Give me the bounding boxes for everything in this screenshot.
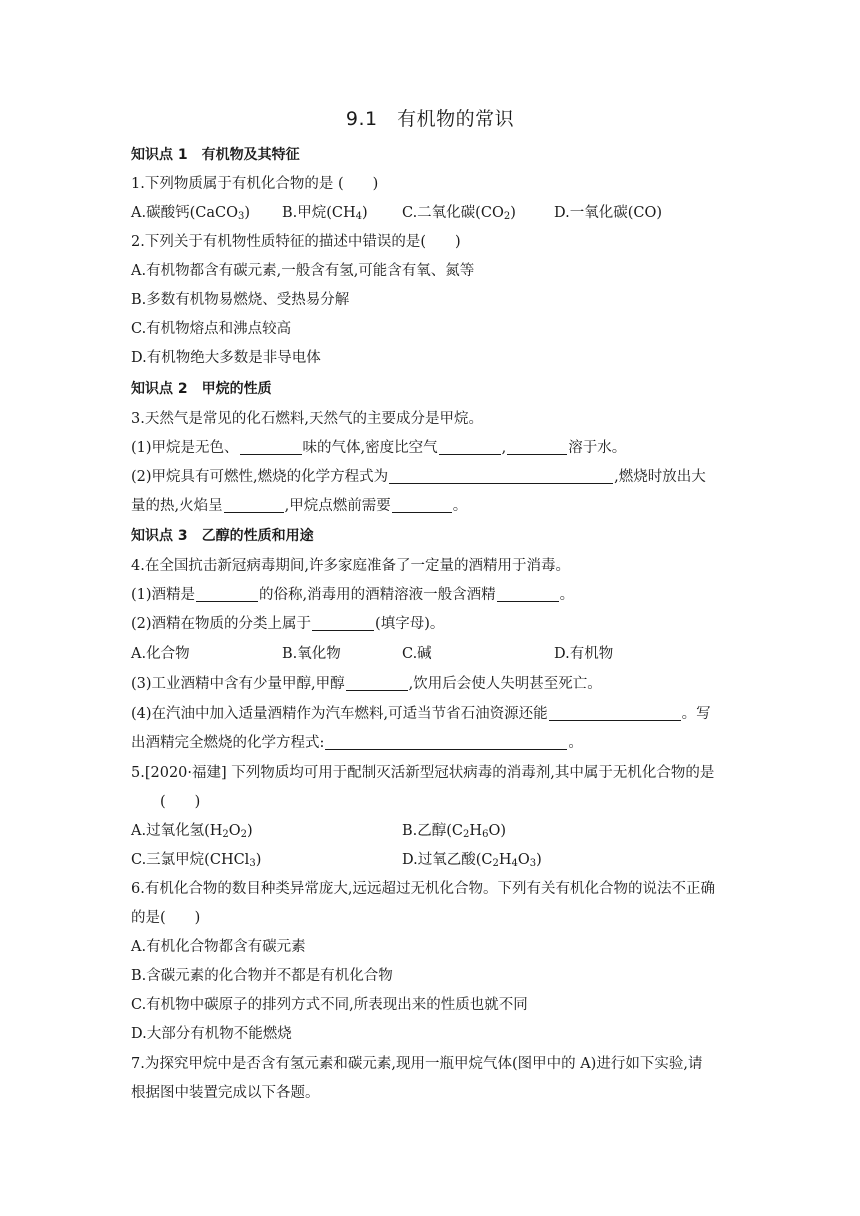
question-3-stem: 3.天然气是常见的化石燃料,天然气的主要成分是甲烷。 [131, 411, 483, 427]
q2-option-c: C.有机物熔点和沸点较高 [131, 321, 292, 337]
question-7-stem-line-2: 根据图中装置完成以下各题。 [131, 1085, 320, 1101]
answer-blank[interactable] [325, 735, 567, 750]
question-5-stem: 5.[2020·福建] 下列物质均可用于配制灭活新型冠状病毒的消毒剂,其中属于无机化合物的是 [131, 765, 715, 781]
answer-blank[interactable] [392, 498, 452, 513]
q4-option-c: C.碱 [402, 646, 432, 662]
answer-blank[interactable] [549, 706, 681, 721]
question-1-options [131, 204, 731, 224]
answer-blank[interactable] [497, 587, 559, 602]
q1-option-a: A.碳酸钙(CaCO$_3$) [131, 205, 251, 222]
knowledge-point-2-heading: 知识点 2 甲烷的性质 [131, 381, 272, 397]
q6-option-a: A.有机化合物都含有碳元素 [131, 939, 306, 955]
answer-blank[interactable] [507, 440, 567, 455]
q4-part-3: (3)工业酒精中含有少量甲醇,甲醇 ,饮用后会使人失明甚至死亡。 [131, 676, 602, 692]
answer-blank[interactable] [439, 440, 501, 455]
q2-option-b: B.多数有机物易燃烧、受热易分解 [131, 292, 350, 308]
q4-part-1: (1)酒精是 的俗称,消毒用的酒精溶液一般含酒精 。 [131, 587, 575, 603]
page-title: 9.1 有机物的常识 [345, 108, 515, 130]
q5-options-row-1 [131, 822, 731, 842]
question-6-stem-line-2: 的是( ) [131, 910, 201, 926]
answer-blank[interactable] [196, 587, 258, 602]
q3-part-1: (1)甲烷是无色、 味的气体,密度比空气 , 溶于水。 [131, 440, 627, 456]
question-2-stem: 2.下列关于有机物性质特征的描述中错误的是( ) [131, 234, 461, 250]
q4-part-2-options [131, 645, 731, 665]
q6-option-b: B.含碳元素的化合物并不都是有机化合物 [131, 968, 393, 984]
q1-option-c: C.二氧化碳$(CO_2)$ [402, 205, 516, 222]
q4-option-a: A.化合物 [131, 646, 190, 662]
q6-option-d: D.大部分有机物不能燃烧 [131, 1026, 292, 1042]
answer-blank[interactable] [240, 440, 302, 455]
q1-option-b: B.甲烷$(CH_4)$ [282, 205, 368, 222]
answer-blank[interactable] [389, 469, 613, 484]
q2-option-a: A.有机物都含有碳元素,一般含有氢,可能含有氧、氮等 [131, 263, 475, 279]
question-1-stem: 1.下列物质属于有机化合物的是 ( ) [131, 176, 379, 192]
knowledge-point-1-heading: 知识点 1 有机物及其特征 [131, 147, 300, 163]
question-source: 5.[2020·福建] [131, 765, 227, 781]
q4-part-4-line-1: (4)在汽油中加入适量酒精作为汽车燃料,可适当节省石油资源还能 。写 [131, 706, 711, 722]
question-5-answer-paren: ( ) [160, 794, 201, 810]
q4-part-4-line-2: 出酒精完全燃烧的化学方程式: 。 [131, 735, 583, 751]
q1-option-d: D.一氧化碳(CO) [554, 205, 663, 221]
question-6-stem-line-1: 6.有机化合物的数目种类异常庞大,远远超过无机化合物。下列有关有机化合物的说法不正确 [131, 881, 715, 897]
q2-option-d: D.有机物绝大多数是非导电体 [131, 350, 321, 366]
q3-part-2-line-2: 量的热,火焰呈 ,甲烷点燃前需要 。 [131, 498, 468, 514]
q5-option-a: A.过氧化氢$(H_2O_2)$ [131, 823, 253, 840]
knowledge-point-3-heading: 知识点 3 乙醇的性质和用途 [131, 528, 314, 544]
q4-option-d: D.有机物 [554, 646, 614, 662]
answer-blank[interactable] [224, 498, 284, 513]
answer-blank[interactable] [346, 676, 408, 691]
q5-option-c: C.三氯甲烷(CHCl$_3$) [131, 852, 262, 869]
q4-option-b: B.氧化物 [282, 646, 341, 662]
q5-option-b: B.乙醇$(C_2H_6O)$ [402, 823, 506, 840]
q3-part-2-line-1: (2)甲烷具有可燃性,燃烧的化学方程式为 ,燃烧时放出大 [131, 469, 706, 485]
q5-options-row-2 [131, 851, 731, 871]
q6-option-c: C.有机物中碳原子的排列方式不同,所表现出来的性质也就不同 [131, 997, 528, 1013]
answer-blank[interactable] [312, 616, 374, 631]
q4-part-2: (2)酒精在物质的分类上属于 (填字母)。 [131, 616, 445, 632]
question-4-stem: 4.在全国抗击新冠病毒期间,许多家庭准备了一定量的酒精用于消毒。 [131, 558, 570, 574]
q5-option-d: D.过氧乙酸$(C_2H_4O_3)$ [402, 852, 542, 869]
question-7-stem-line-1: 7.为探究甲烷中是否含有氢元素和碳元素,现用一瓶甲烷气体(图甲中的 A)进行如下实验,请 [131, 1056, 703, 1072]
